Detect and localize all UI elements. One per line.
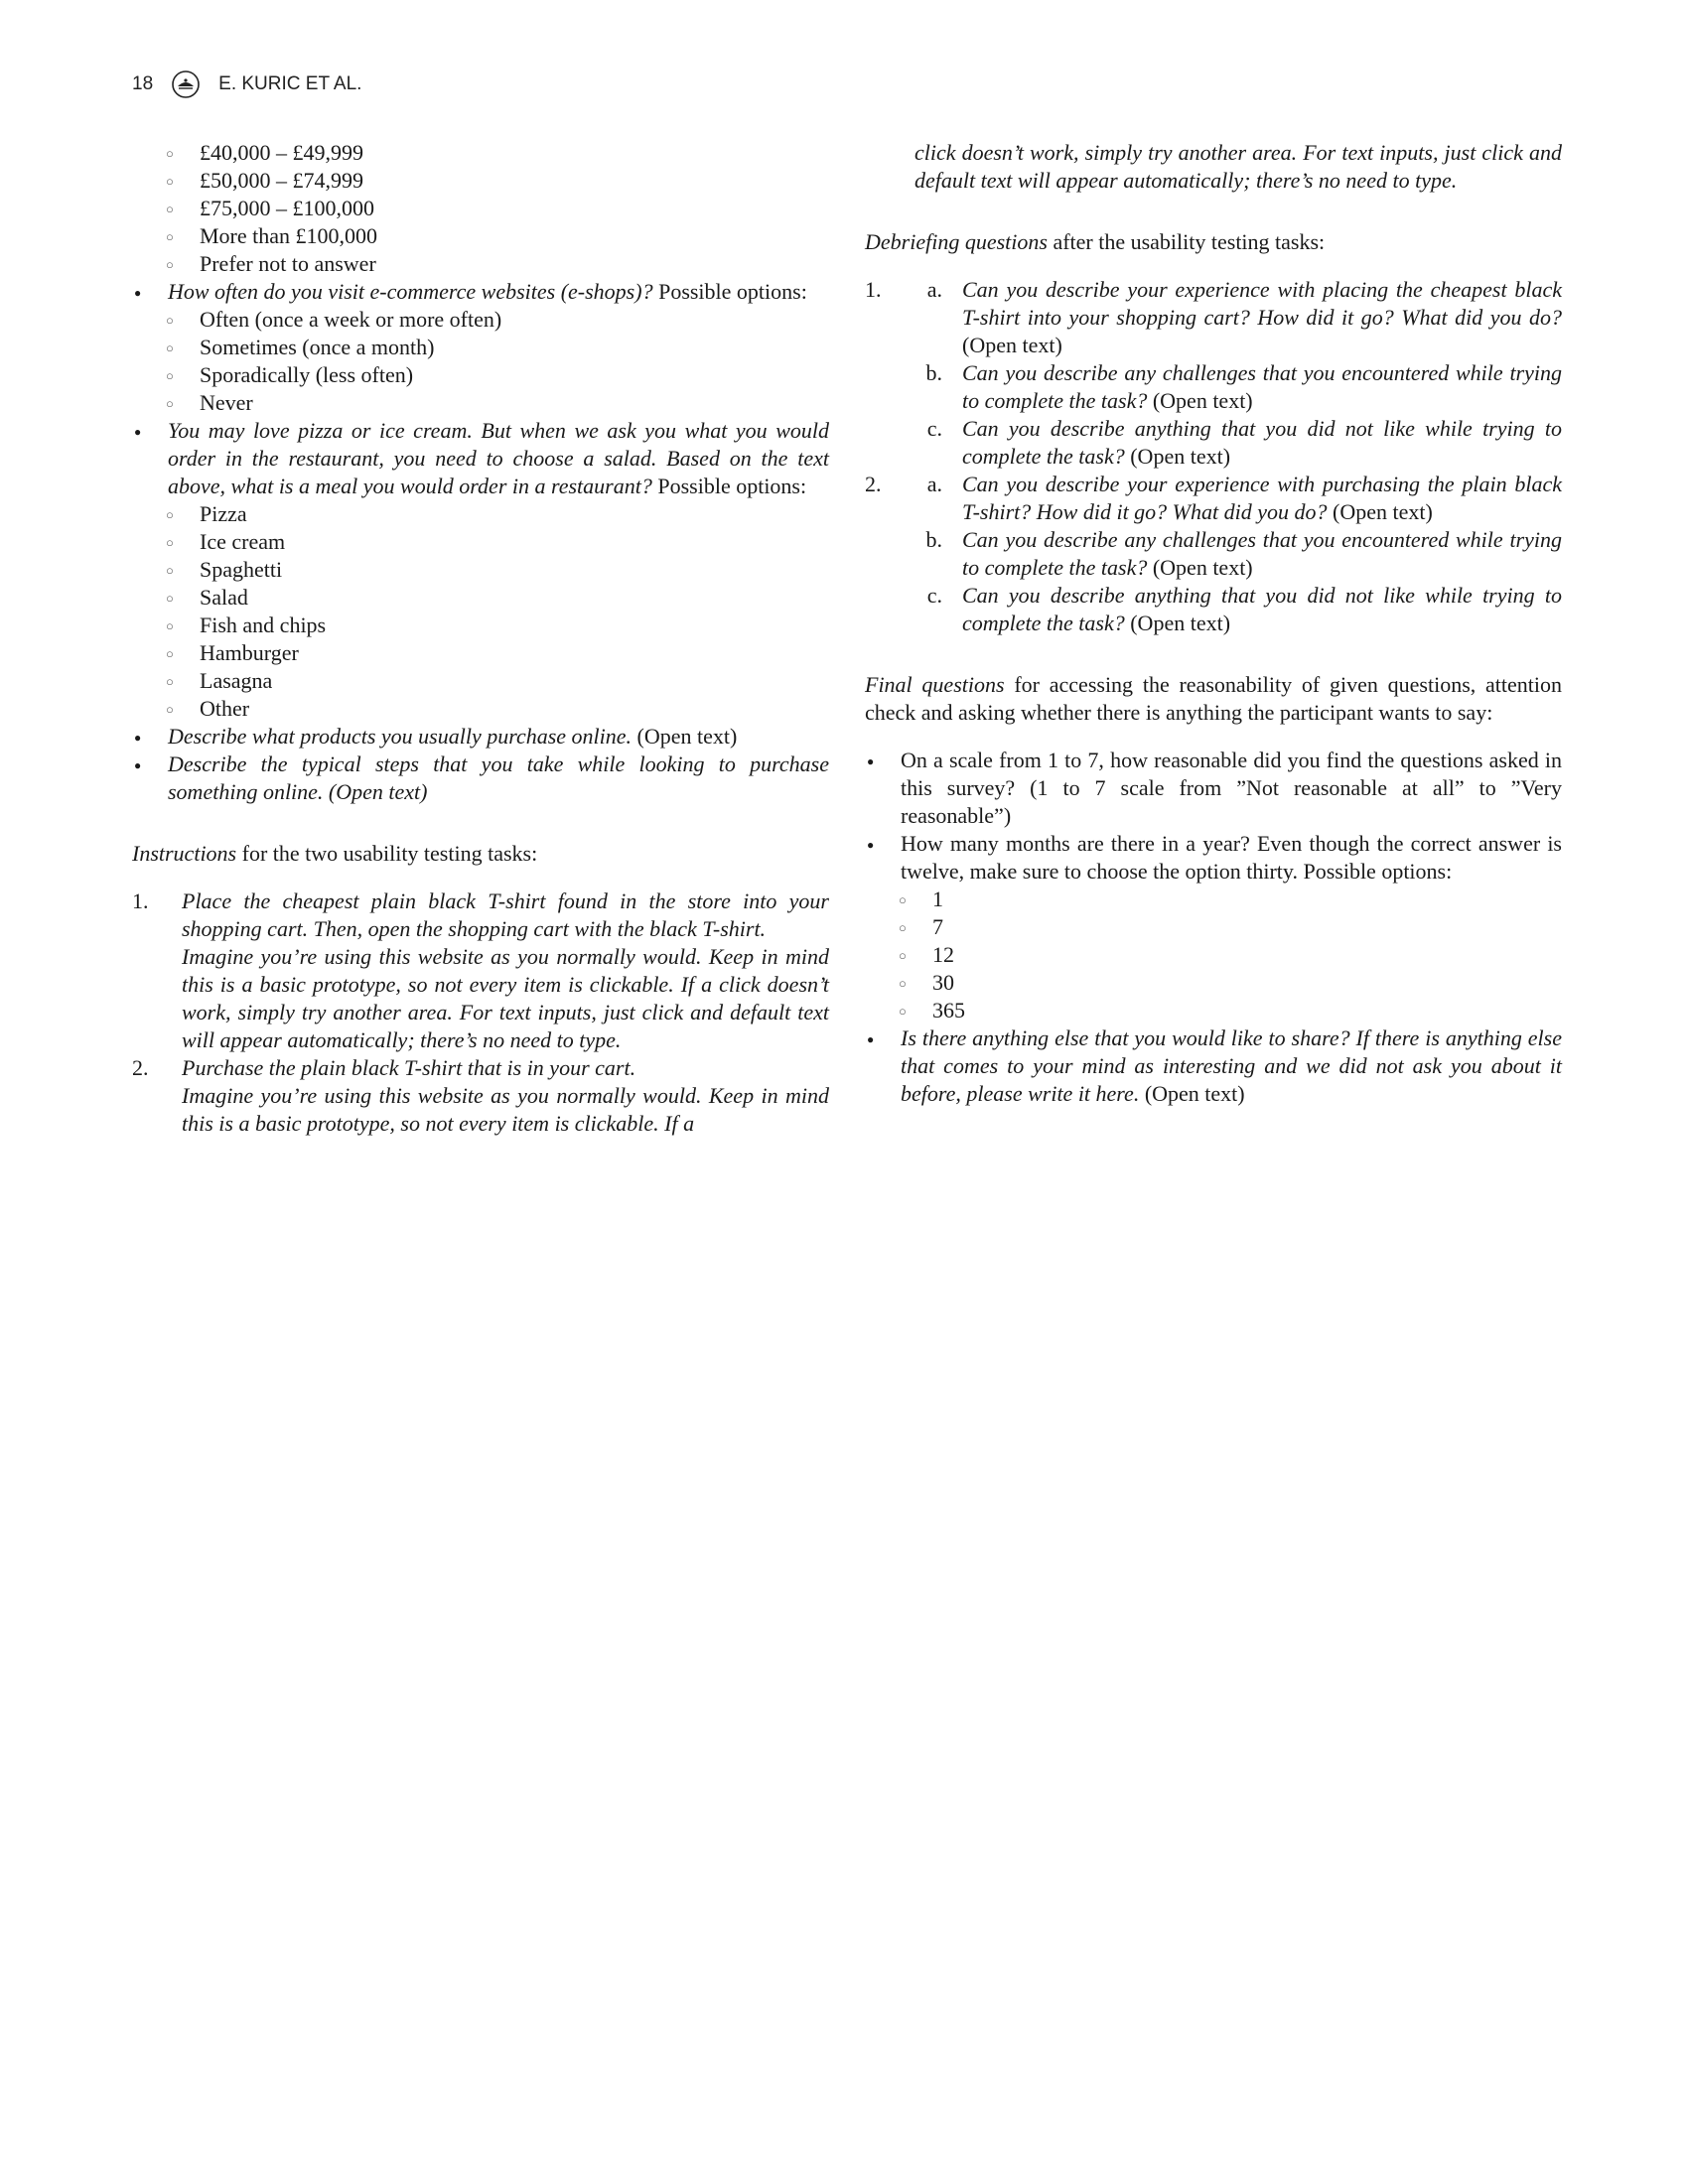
months-option: ○ 7 bbox=[865, 913, 1562, 941]
instructions-heading: Instructions for the two usability testing tasks: bbox=[132, 841, 538, 866]
income-option: ○ More than £100,000 bbox=[132, 222, 829, 250]
meal-option: ○ Fish and chips bbox=[132, 612, 829, 639]
months-option: ○ 30 bbox=[865, 969, 1562, 997]
task-2-instructions-continued: click doesn’t work, simply try another area. For text inputs, just click and default text will appear automatically; there’s no need to type. bbox=[914, 140, 1562, 193]
publisher-logo-icon bbox=[171, 69, 201, 99]
meal-option: ○ Salad bbox=[132, 584, 829, 612]
meal-option: ○ Spaghetti bbox=[132, 556, 829, 584]
final-questions-heading: Final questions for accessing the reasonability of given questions, attention check and asking whether there is anything the participant wants to say: bbox=[865, 672, 1563, 725]
income-option: ○ Prefer not to answer bbox=[132, 250, 829, 278]
debrief-question: c. Can you describe anything that you did not like while trying to complete the task? (Open text) bbox=[926, 583, 1562, 635]
meal-option: ○ Hamburger bbox=[132, 639, 829, 667]
debrief-question: b. Can you describe any challenges that you encountered while trying to complete the task? (Open text) bbox=[925, 360, 1562, 413]
page-number: 18 bbox=[132, 73, 154, 94]
task-1-instructions: Imagine you’re using this website as you normally would. Keep in mind this is a basic prototype, so not every item is clickable. If a click doesn’t work, simply try another area. For text inputs, just click and default text will appear automatically; there’s no need to type. bbox=[182, 944, 829, 1052]
task-2: 2. Purchase the plain black T-shirt that is in your cart. bbox=[132, 1055, 636, 1080]
visit-option: ○ Sometimes (once a month) bbox=[132, 334, 829, 361]
months-option: ○ 1 bbox=[865, 886, 1562, 913]
meal-option: ○ Other bbox=[132, 695, 829, 723]
left-column bbox=[132, 139, 829, 1138]
question-meal-attention-check: ● You may love pizza or ice cream. But when we ask you what you would order in the restaurant, you need to choose a salad. Based on the text above, what is a meal you would order in a restaurant? Possible options: bbox=[132, 417, 829, 500]
meal-option: ○ Lasagna bbox=[132, 667, 829, 695]
months-option: ○ 365 bbox=[865, 997, 1562, 1024]
question-months-attention-check: ● How many months are there in a year? Even though the correct answer is twelve, make sure to choose the option thirty. Possible options: bbox=[865, 830, 1562, 886]
task-2-instructions: Imagine you’re using this website as you normally would. Keep in mind this is a basic prototype, so not every item is clickable. If a bbox=[182, 1083, 829, 1136]
question-purchase-steps: ● Describe the typical steps that you take while looking to purchase something online. (Open text) bbox=[132, 751, 829, 806]
income-option: ○ £50,000 – £74,999 bbox=[132, 167, 829, 195]
meal-option: ○ Ice cream bbox=[132, 528, 829, 556]
running-header bbox=[132, 69, 361, 99]
debrief-question: 2. a. Can you describe your experience with purchasing the plain black T-shirt? How did it go? What did you do? (Open text) bbox=[865, 472, 1562, 524]
visit-option: ○ Often (once a week or more often) bbox=[132, 306, 829, 334]
visit-option: ○ Sporadically (less often) bbox=[132, 361, 829, 389]
question-products: ● Describe what products you usually purchase online. (Open text) bbox=[132, 723, 829, 751]
author-running-head: E. KURIC ET AL. bbox=[218, 73, 362, 94]
question-visit-frequency: ● How often do you visit e-commerce websites (e-shops)? Possible options: bbox=[132, 278, 829, 306]
debrief-question: c. Can you describe anything that you did not like while trying to complete the task? (Open text) bbox=[926, 416, 1562, 469]
months-option: ○ 12 bbox=[865, 941, 1562, 969]
right-column bbox=[865, 139, 1562, 1108]
income-option: ○ £40,000 – £49,999 bbox=[132, 139, 829, 167]
income-option: ○ £75,000 – £100,000 bbox=[132, 195, 829, 222]
question-reasonability-scale: ● On a scale from 1 to 7, how reasonable did you find the questions asked in this survey? (1 to 7 scale from ”Not reasonable at all” to ”Very reasonable”) bbox=[865, 747, 1562, 830]
debrief-question: b. Can you describe any challenges that you encountered while trying to complete the task? (Open text) bbox=[925, 527, 1562, 580]
visit-option: ○ Never bbox=[132, 389, 829, 417]
debriefing-heading: Debriefing questions after the usability testing tasks: bbox=[865, 229, 1326, 254]
task-1: 1. Place the cheapest plain black T-shirt found in the store into your shopping cart. Then, open the shopping cart with the black T-shirt. bbox=[132, 888, 829, 941]
meal-option: ○ Pizza bbox=[132, 500, 829, 528]
debrief-question: 1. a. Can you describe your experience with placing the cheapest black T-shirt into your shopping cart? How did it go? What did you do? (Open text) bbox=[865, 277, 1562, 357]
question-anything-else: ● Is there anything else that you would like to share? If there is anything else that comes to your mind as interesting and we did not ask you about it before, please write it here. (Open text) bbox=[865, 1024, 1562, 1108]
